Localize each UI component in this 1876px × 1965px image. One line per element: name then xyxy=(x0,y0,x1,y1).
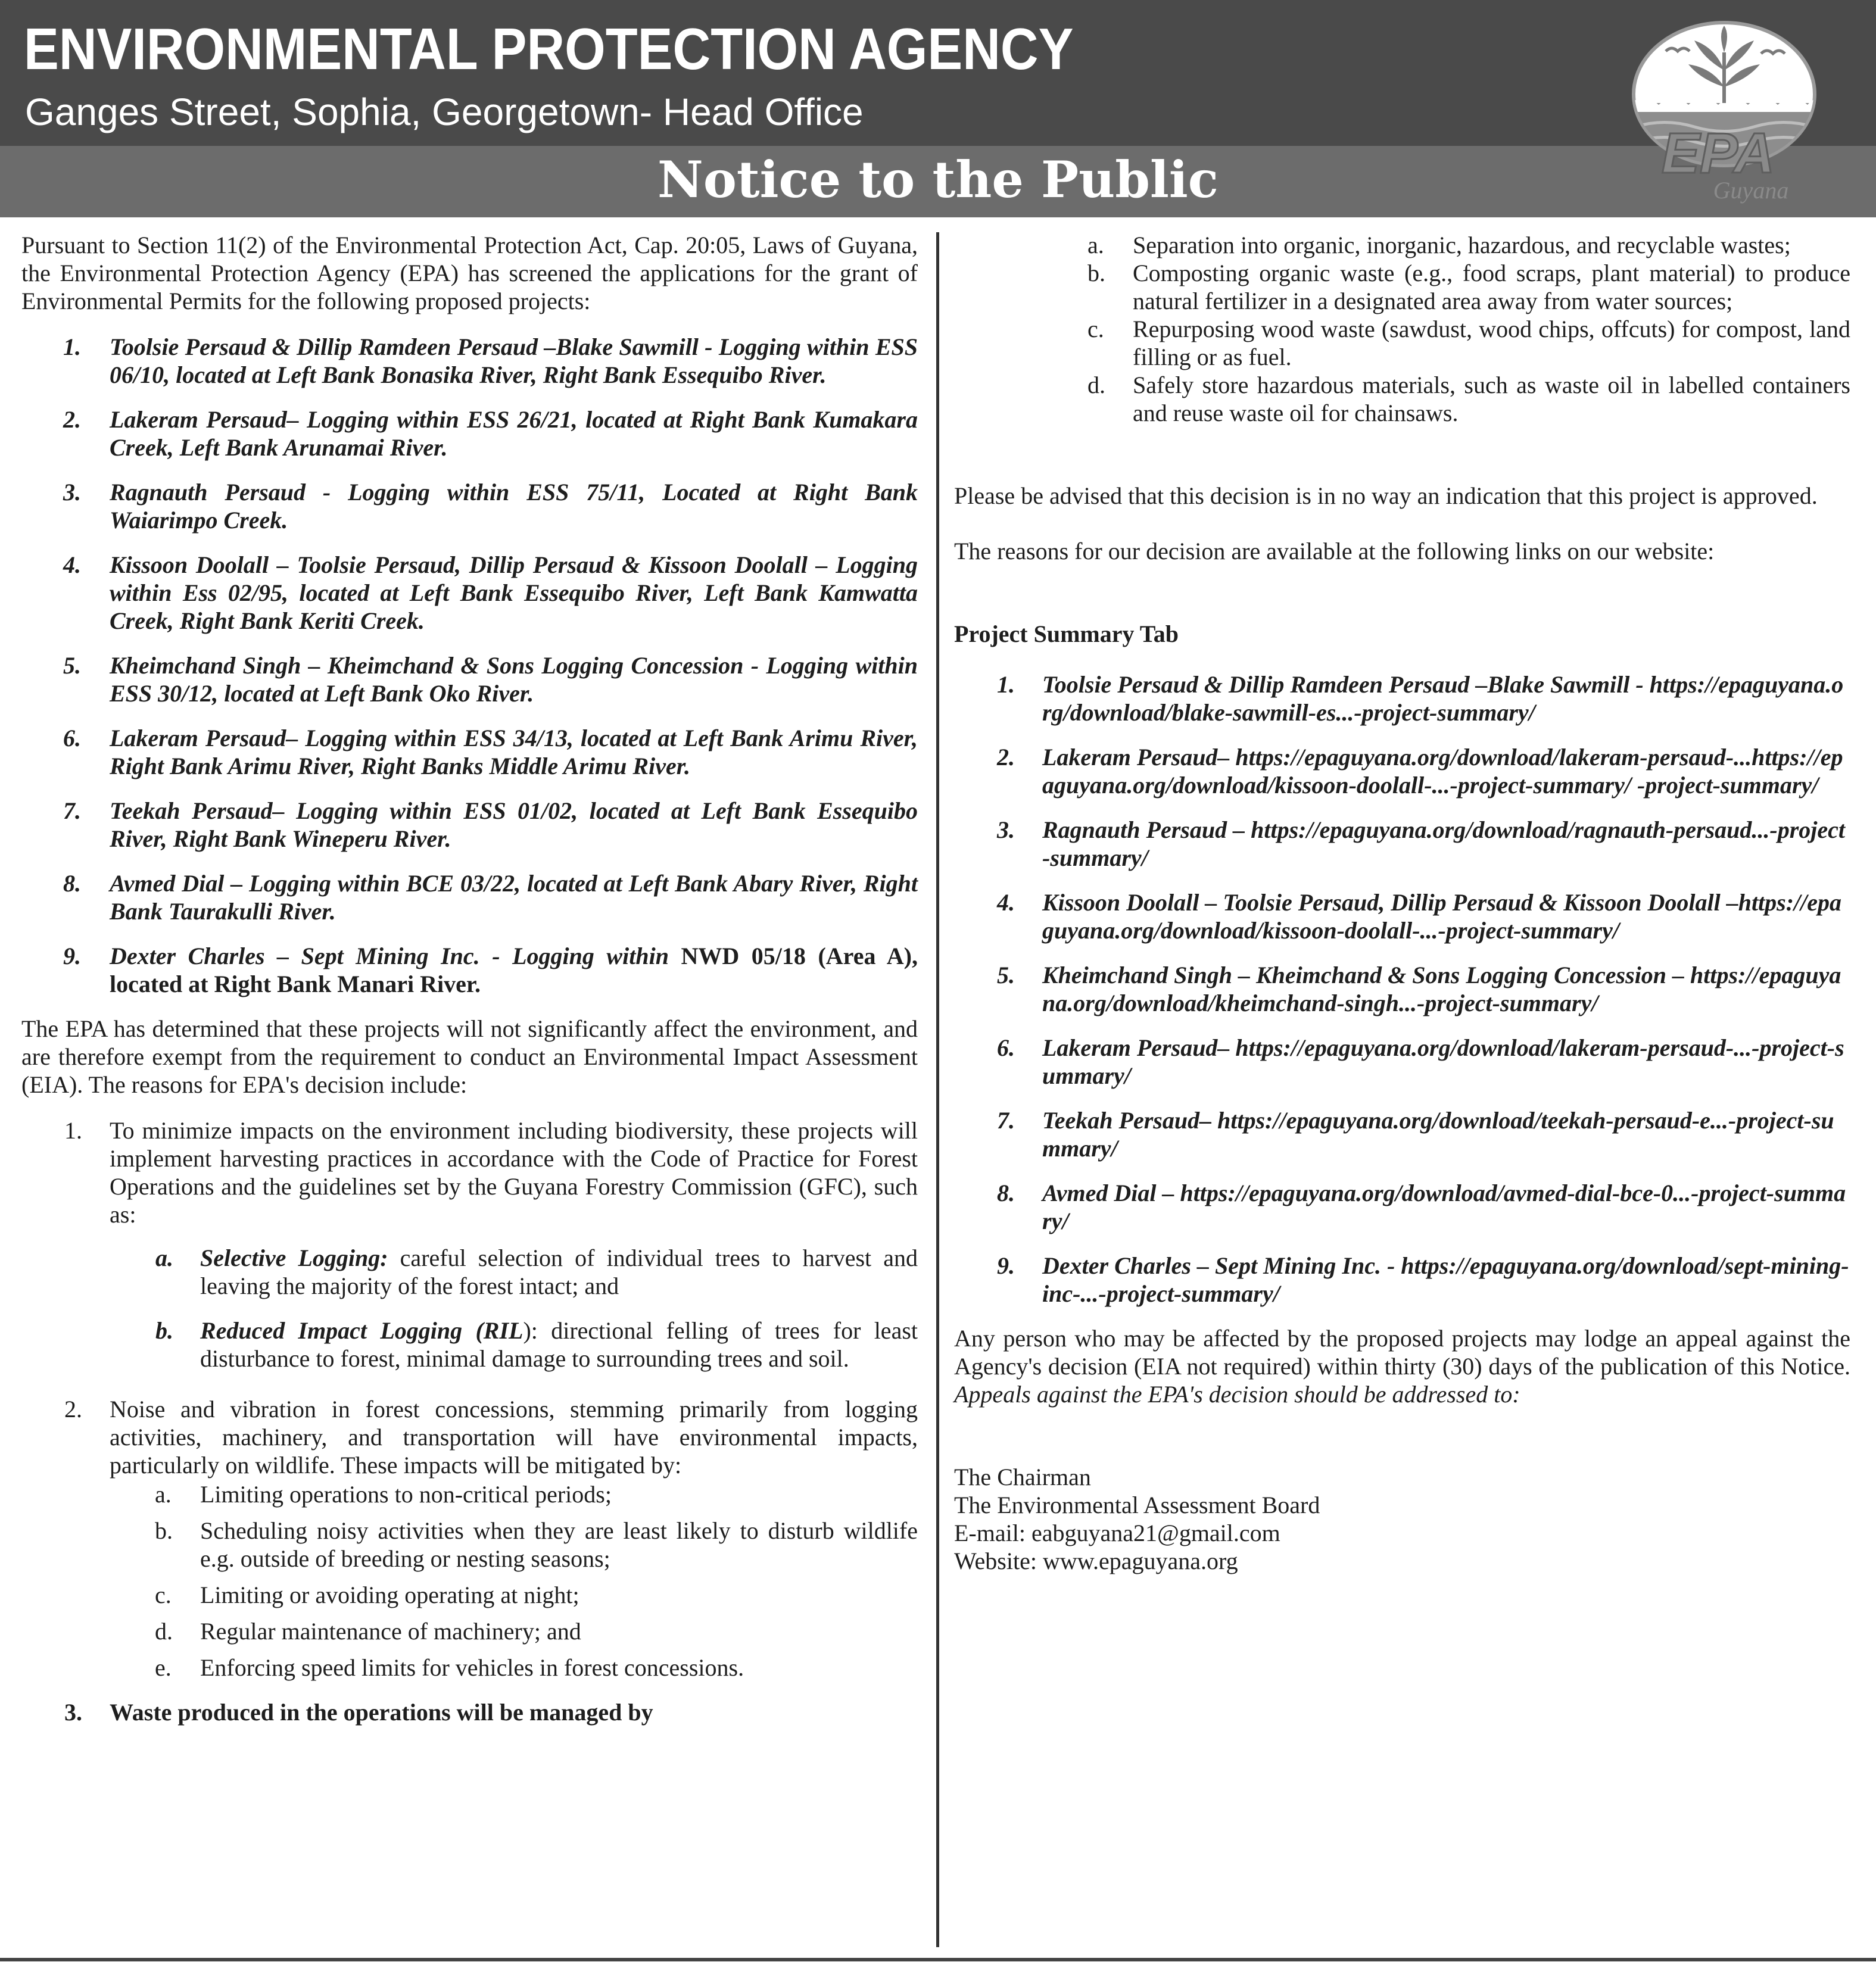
mitigation-letter: d. xyxy=(155,1618,173,1645)
column-divider xyxy=(936,232,939,1947)
practice-text: ): directional felling of trees for least disturbance to forest, minimal damage to surrounding trees and soil. xyxy=(200,1317,918,1372)
project-number: 5. xyxy=(63,652,81,679)
practice-item xyxy=(21,1244,918,1300)
spacer xyxy=(21,315,918,333)
summary-link-item[interactable] xyxy=(954,743,1850,799)
waste-letter: d. xyxy=(1087,372,1105,398)
appeal-paragraph xyxy=(954,1324,1850,1408)
waste-text: Safely store hazardous materials, such as waste oil in labelled containers and reuse waste oil for chainsaws. xyxy=(1133,372,1850,426)
summary-link[interactable]: Ragnauth Persaud – https://epaguyana.org/download/ragnauth-persaud...-project-summary/ xyxy=(1042,816,1846,871)
waste-item xyxy=(1045,315,1850,371)
summary-link[interactable]: Toolsie Persaud & Dillip Ramdeen Persaud –Blake Sawmill - https://epaguyana.org/download/blake-sawmill-es...-project-summary/ xyxy=(1042,671,1844,726)
reason-item xyxy=(21,1395,918,1479)
reason-number: 3. xyxy=(64,1699,82,1726)
project-text: Kissoon Doolall – Toolsie Persaud, Dillip Persaud & Kissoon Doolall – Logging within Ess 02/95, located at Left Bank Essequibo River, Left Bank Kamwatta Creek, Right Bank Keriti Creek. xyxy=(110,551,918,634)
contact-board: The Environmental Assessment Board xyxy=(954,1492,1320,1518)
waste-letter: c. xyxy=(1087,316,1104,342)
project-text: Lakeram Persaud– Logging within ESS 34/13, located at Left Bank Arimu River, Right Bank Arimu River, Right Banks Middle Arimu River. xyxy=(110,725,918,779)
practice-text: careful selection of individual trees to harvest and leaving the majority of the forest intact; and xyxy=(200,1244,918,1299)
mitigation-item xyxy=(112,1654,918,1682)
summary-link-item[interactable] xyxy=(954,961,1850,1017)
advisory-paragraph: Please be advised that this decision is in no way an indication that this project is approved. xyxy=(954,482,1818,509)
mitigation-text: Scheduling noisy activities when they are least likely to disturb wildlife e.g. outside of breeding or nesting seasons; xyxy=(200,1517,918,1572)
epa-guyana-logo-icon xyxy=(1629,17,1822,207)
summary-link[interactable]: Dexter Charles – Sept Mining Inc. - https://epaguyana.org/download/sept-mining-inc-...-project-summary/ xyxy=(1042,1252,1849,1307)
mitigation-letter: b. xyxy=(155,1517,173,1544)
noise-mitigation-list xyxy=(112,1480,918,1682)
project-item xyxy=(21,797,918,853)
summary-number: 2. xyxy=(997,744,1015,771)
contact-title: The Chairman xyxy=(954,1464,1091,1490)
practice-item xyxy=(21,1317,918,1373)
project-item xyxy=(21,724,918,780)
summary-number: 6. xyxy=(997,1034,1015,1061)
summary-number: 5. xyxy=(997,962,1015,988)
project-text: Lakeram Persaud– Logging within ESS 26/21, located at Right Bank Kumakara Creek, Left Bank Arunamai River. xyxy=(110,406,918,461)
project-text: Kheimchand Singh – Kheimchand & Sons Logging Concession - Logging within ESS 30/12, located at Left Bank Oko River. xyxy=(110,652,918,707)
summary-link-item[interactable] xyxy=(954,1034,1850,1090)
project-item xyxy=(21,942,918,998)
mitigation-text: Regular maintenance of machinery; and xyxy=(200,1618,581,1645)
mitigation-item xyxy=(112,1617,918,1645)
summary-link-item[interactable] xyxy=(954,1179,1850,1235)
project-number: 4. xyxy=(63,551,81,578)
mitigation-letter: e. xyxy=(155,1654,172,1681)
project-text: Avmed Dial – Logging within BCE 03/22, located at Left Bank Abary River, Right Bank Taurakulli River. xyxy=(110,870,918,925)
practice-letter: a. xyxy=(155,1244,173,1271)
agency-address: Ganges Street, Sophia, Georgetown- Head Office xyxy=(25,91,864,133)
project-item xyxy=(21,333,918,389)
project-item xyxy=(21,551,918,635)
project-number: 7. xyxy=(63,797,81,824)
project-list xyxy=(21,333,918,998)
mitigation-letter: c. xyxy=(155,1582,172,1608)
svg-text:EPA: EPA xyxy=(1661,121,1775,185)
intro-paragraph: Pursuant to Section 11(2) of the Environmental Protection Act, Cap. 20:05, Laws of Guyana, the Environmental Protection Agency (EPA) has screened the applications for the grant of Environmental Permits for the following proposed projects: xyxy=(21,232,918,314)
project-text: Teekah Persaud– Logging within ESS 01/02, located at Left Bank Essequibo River, Right Bank Wineperu River. xyxy=(110,797,918,852)
waste-letter: a. xyxy=(1087,232,1104,258)
bottom-rule xyxy=(0,1958,1876,1961)
summary-link[interactable]: Avmed Dial – https://epaguyana.org/download/avmed-dial-bce-0...-project-summary/ xyxy=(1042,1180,1846,1234)
reasons-list xyxy=(21,1395,918,1479)
project-number: 1. xyxy=(63,333,81,360)
summary-number: 4. xyxy=(997,889,1015,916)
practice-letter: b. xyxy=(155,1317,173,1344)
project-text: Ragnauth Persaud - Logging within ESS 75/11, Located at Right Bank Waiarimpo Creek. xyxy=(110,479,918,534)
project-text: Toolsie Persaud & Dillip Ramdeen Persaud –Blake Sawmill - Logging within ESS 06/10, located at Left Bank Bonasika River, Right Bank Essequibo River. xyxy=(110,333,918,388)
project-number: 8. xyxy=(63,870,81,897)
project-number: 2. xyxy=(63,406,81,433)
project-text-tail: NWD 05/18 (Area A), located at Right Bank Manari River. xyxy=(110,943,918,997)
practice-term: Selective Logging: xyxy=(200,1244,388,1271)
mitigation-item xyxy=(112,1480,918,1508)
summary-link[interactable]: Kheimchand Singh – Kheimchand & Sons Logging Concession – https://epaguyana.org/download/kheimchand-singh...-project-summary/ xyxy=(1042,962,1841,1016)
summary-number: 3. xyxy=(997,816,1015,843)
summary-link-item[interactable] xyxy=(954,816,1850,872)
notice-title: Notice to the Public xyxy=(657,150,1219,209)
project-item xyxy=(21,406,918,461)
project-item xyxy=(21,651,918,707)
reason-item xyxy=(21,1116,918,1228)
reason-text: To minimize impacts on the environment including biodiversity, these projects will implement harvesting practices in accordance with the Code of Practice for Forest Operations and the guidelines set by the Guyana Forestry Commission (GFC), such as: xyxy=(110,1117,918,1228)
summary-link-item[interactable] xyxy=(954,1252,1850,1308)
reason-number: 1. xyxy=(64,1117,82,1144)
summary-number: 8. xyxy=(997,1180,1015,1206)
mitigation-text: Limiting or avoiding operating at night; xyxy=(200,1582,579,1608)
project-text: Dexter Charles – Sept Mining Inc. - Logging within xyxy=(110,943,669,969)
waste-item xyxy=(1045,259,1850,315)
mitigation-text: Limiting operations to non-critical periods; xyxy=(200,1481,612,1508)
right-column xyxy=(954,231,1850,1575)
summary-link[interactable]: Teekah Persaud– https://epaguyana.org/download/teekah-persaud-e...-project-summary/ xyxy=(1042,1107,1834,1162)
appeal-address-note: Appeals against the EPA's decision should be addressed to: xyxy=(954,1381,1520,1408)
contact-website[interactable]: Website: www.epaguyana.org xyxy=(954,1548,1238,1574)
project-item xyxy=(21,869,918,925)
project-number: 6. xyxy=(63,725,81,751)
spacer xyxy=(21,1099,918,1116)
mitigation-text: Enforcing speed limits for vehicles in forest concessions. xyxy=(200,1654,744,1681)
summary-link[interactable]: Kissoon Doolall – Toolsie Persaud, Dillip Persaud & Kissoon Doolall –https://epaguyana.org/download/kissoon-doolall-...-project-summary/ xyxy=(1042,889,1842,944)
reason-number: 2. xyxy=(64,1396,82,1423)
reasons-list xyxy=(21,1698,918,1726)
reason-text: Waste produced in the operations will be managed by xyxy=(110,1699,653,1726)
summary-link-item[interactable] xyxy=(954,670,1850,726)
contact-block xyxy=(954,1463,1850,1575)
waste-item xyxy=(1045,371,1850,427)
waste-management-list xyxy=(1045,231,1850,427)
summary-link[interactable]: Lakeram Persaud– https://epaguyana.org/download/lakeram-persaud-...https://epaguyana.org/download/kissoon-doolall-...-project-summary/ -project-summary/ xyxy=(1042,744,1843,799)
summary-number: 1. xyxy=(997,671,1015,698)
project-number: 9. xyxy=(63,943,81,969)
contact-email[interactable]: E-mail: eabguyana21@gmail.com xyxy=(954,1520,1280,1546)
mitigation-item xyxy=(112,1581,918,1609)
svg-text:Guyana: Guyana xyxy=(1713,177,1789,204)
appeal-text: Any person who may be affected by the proposed projects may lodge an appeal against the Agency's decision (EIA not required) within thirty (30) days of the publication of this Notice. xyxy=(954,1325,1850,1380)
logging-practices-list xyxy=(21,1244,918,1373)
practice-term: Reduced Impact Logging (RIL xyxy=(200,1317,523,1344)
links-intro: The reasons for our decision are available at the following links on our website: xyxy=(954,538,1715,564)
waste-text: Composting organic waste (e.g., food scraps, plant material) to produce natural fertilizer in a designated area away from water sources; xyxy=(1133,260,1850,314)
summary-link-item[interactable] xyxy=(954,1106,1850,1162)
project-item xyxy=(21,478,918,534)
waste-text: Separation into organic, inorganic, hazardous, and recyclable wastes; xyxy=(1133,232,1791,258)
reason-text: Noise and vibration in forest concessions, stemming primarily from logging activities, machinery, and transportation will have environmental impacts, particularly on wildlife. These impacts will be mitigated by: xyxy=(110,1396,918,1479)
waste-letter: b. xyxy=(1087,260,1105,286)
summary-number: 7. xyxy=(997,1107,1015,1134)
project-summary-heading: Project Summary Tab xyxy=(954,620,1179,647)
reason-item xyxy=(21,1698,918,1726)
waste-item xyxy=(1045,231,1850,259)
summary-link-item[interactable] xyxy=(954,888,1850,944)
summary-link[interactable]: Lakeram Persaud– https://epaguyana.org/download/lakeram-persaud-...-project-summary/ xyxy=(1042,1034,1844,1089)
mitigation-item xyxy=(112,1517,918,1573)
agency-name: ENVIRONMENTAL PROTECTION AGENCY xyxy=(24,16,1074,82)
project-number: 3. xyxy=(63,479,81,506)
waste-text: Repurposing wood waste (sawdust, wood chips, offcuts) for compost, land filling or as fuel. xyxy=(1133,316,1850,370)
mitigation-letter: a. xyxy=(155,1481,172,1508)
determination-paragraph: The EPA has determined that these projects will not significantly affect the environment, and are therefore exempt from the requirement to conduct an Environmental Impact Assessment (EIA). The reasons for EPA's decision include: xyxy=(21,1015,918,1098)
project-summary-links xyxy=(954,670,1850,1308)
reasons-list xyxy=(21,1116,918,1228)
left-column xyxy=(21,231,918,1726)
summary-number: 9. xyxy=(997,1252,1015,1279)
